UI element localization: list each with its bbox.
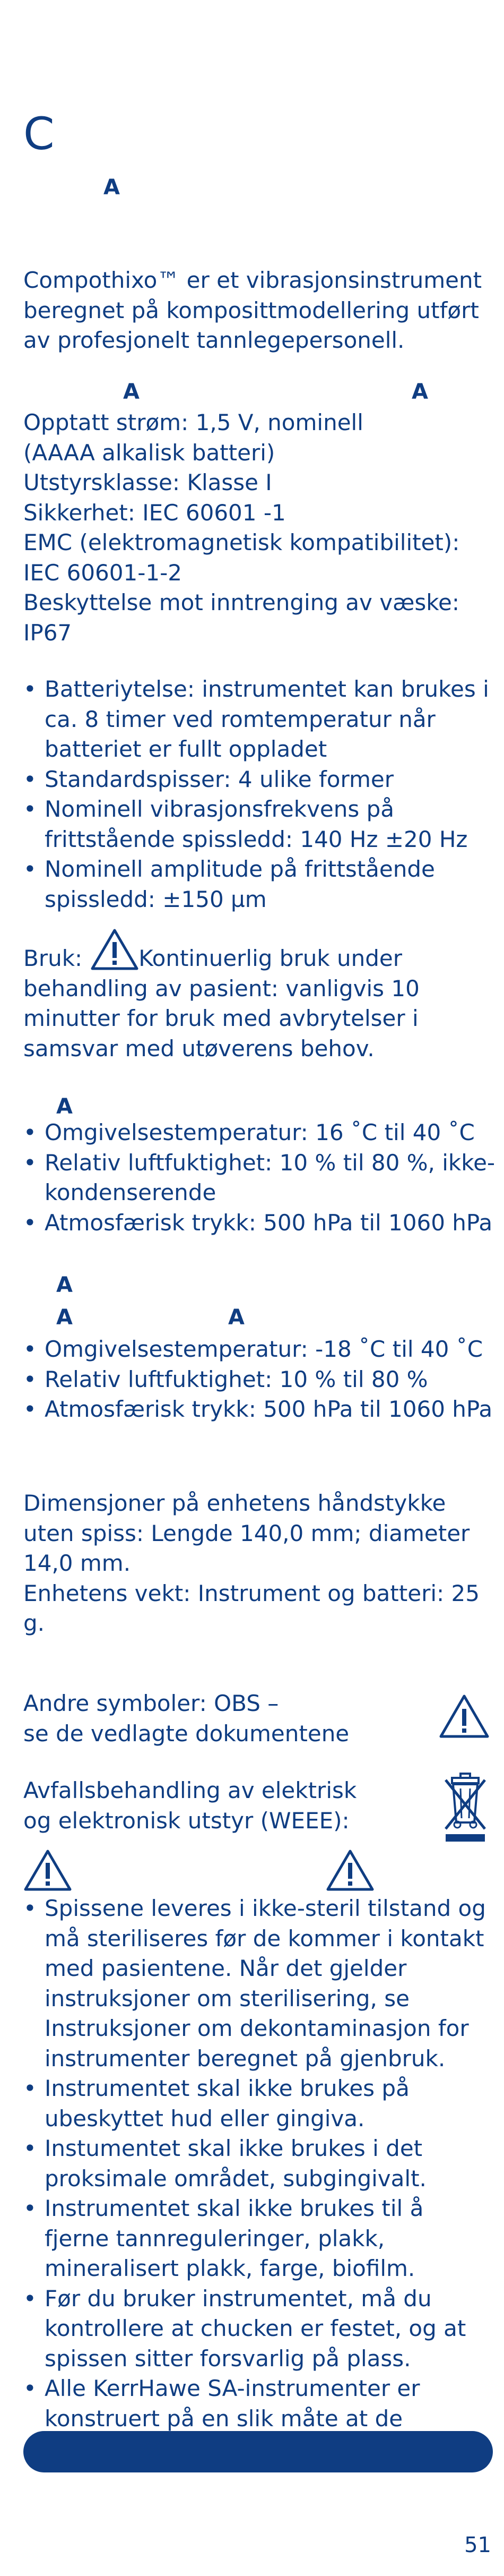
- dimensions-paragraph: Dimensjoner på enhetens håndstykke uten spiss: Lengde 140,0 mm; diameter 14,0 mm. Enhetens vekt: Instrument og batteri: 25 g.: [23, 1490, 480, 1636]
- usage-prefix: Bruk:: [23, 945, 83, 971]
- list-item: • Relativ luftfuktighet: 10 % til 80 %, ikke-kondenserende: [23, 1148, 501, 1208]
- list-item: • Relativ luftfuktighet: 10 % til 80 %: [23, 1365, 501, 1395]
- technical-heading-b: A: [412, 380, 428, 404]
- list-item: • Batteriytelse: instrumentet kan brukes i ca. 8 timer ved romtemperatur når batteriet er fullt oppladet: [23, 674, 501, 765]
- intro-paragraph: Compothixo™ er et vibrasjonsinstrument beregnet på komposittmodellering utført av profesjonelt tannlegepersonell.: [23, 267, 482, 353]
- section-letter: C: [23, 108, 55, 160]
- storage-bullet-list: [23, 1334, 501, 1425]
- operating-heading: A: [56, 1094, 73, 1119]
- other-symbols-text: Andre symboler: OBS – se de vedlagte dokumentene: [23, 1690, 350, 1747]
- list-item: • Standardspisser: 4 ulike former: [23, 765, 501, 795]
- list-item: • Nominell vibrasjonsfrekvens på frittstående spissledd: 140 Hz ±20 Hz: [23, 794, 501, 854]
- technical-bullet-list: [23, 674, 501, 914]
- list-item: • Alle KerrHawe SA-instrumenter er konstruert på en slik måte at de: [23, 2374, 490, 2434]
- operating-bullet-list: [23, 1118, 501, 1238]
- warning-triangle-icon-right: [326, 1849, 375, 1892]
- page-number: 51: [464, 2533, 491, 2557]
- warning-triangle-icon-left: [23, 1849, 72, 1892]
- warning-triangle-icon: [90, 928, 139, 971]
- list-item: • Spissene leveres i ikke-steril tilstand og må steriliseres før de kommer i kontakt med pasientene. Når det gjelder instruksjoner om sterilisering, se Instruksjoner om dekontaminasjon for instrumenter beregnet på gjenbruk.: [23, 1894, 490, 2074]
- list-item: • Instumentet skal ikke brukes i det proksimale området, subgingivalt.: [23, 2134, 490, 2194]
- section-subtitle: A: [103, 175, 120, 200]
- list-item: • Atmosfærisk trykk: 500 hPa til 1060 hPa: [23, 1394, 501, 1425]
- usage-text: Kontinuerlig bruk under behandling av pasient: vanligvis 10 minutter for bruk med avbrytelser i samsvar med utøverens behov.: [23, 945, 420, 1062]
- list-item: • Nominell amplitude på frittstående spissledd: ±150 µm: [23, 854, 501, 914]
- list-item: • Instrumentet skal ikke brukes på ubeskyttet hud eller gingiva.: [23, 2074, 490, 2134]
- storage-subheading-a: A: [56, 1305, 73, 1330]
- list-item: • Omgivelsestemperatur: 16 ˚C til 40 ˚C: [23, 1118, 501, 1148]
- technical-heading-a: A: [123, 380, 140, 404]
- list-item: • Atmosfærisk trykk: 500 hPa til 1060 hPa: [23, 1208, 501, 1238]
- footer-bar: [23, 2431, 493, 2472]
- list-item: • Instrumentet skal ikke brukes til å fjerne tannreguleringer, plakk, mineralisert plakk, farge, biofilm.: [23, 2194, 490, 2284]
- list-item: • Før du bruker instrumentet, må du kontrollere at chucken er festet, og at spissen sitter forsvarlig på plass.: [23, 2284, 490, 2374]
- attention-warning-icon: [439, 1694, 490, 1739]
- warnings-bullet-list: [23, 1894, 490, 2434]
- weee-bin-icon: [441, 1771, 489, 1845]
- weee-text: Avfallsbehandling av elektrisk og elektronisk utstyr (WEEE):: [23, 1777, 357, 1834]
- storage-heading: A: [56, 1273, 73, 1297]
- storage-subheading-b: A: [228, 1305, 245, 1330]
- list-item: • Omgivelsestemperatur: -18 ˚C til 40 ˚C: [23, 1334, 501, 1365]
- technical-specs: Opptatt strøm: 1,5 V, nominell (AAAA alkalisk batteri) Utstyrsklasse: Klasse I Sikkerhet: IEC 60601 -1 EMC (elektromagnetisk kompatibilitet): IEC 60601-1-2 Beskyttelse mot inntrenging av væske: IP67: [23, 409, 460, 646]
